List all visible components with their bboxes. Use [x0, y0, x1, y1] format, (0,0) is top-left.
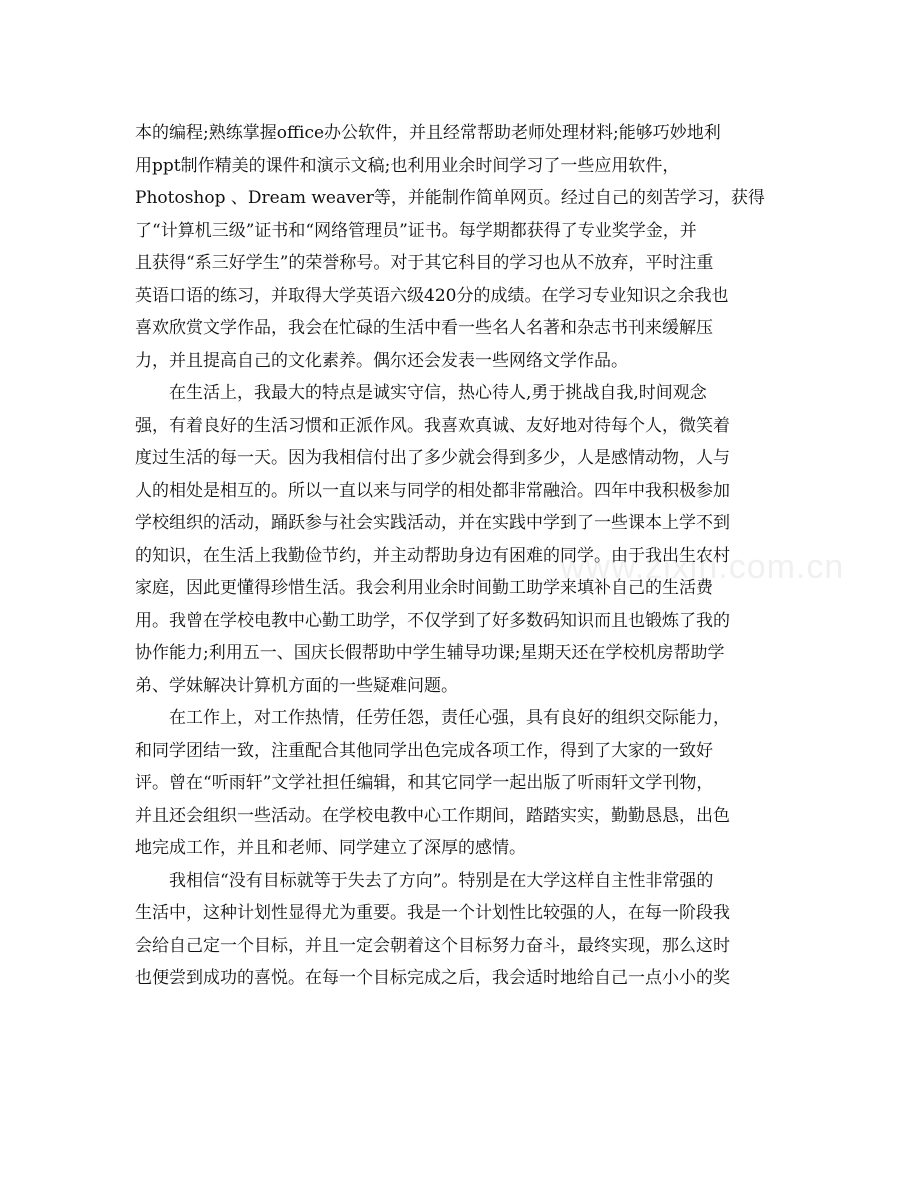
paragraph-study: 本的编程;熟练掌握office办公软件，并且经常帮助老师处理材料;能够巧妙地利 用ppt制作精美的课件和演示文稿;也利用业余时间学习了一些应用软件， Photoshop 、Dream weaver等，并能制作简单网页。经过自己的刻苦学习，获得 了“计算机三级”证书和“网络管理员”证书。每学期都获得了专业奖学金，并 且获得“系三好学生”的荣誉称号。对于其它科目的学习也从不放弃，平时注重 英语口语的练习，并取得大学英语六级420分的成绩。在学习专业知识之余我也 喜欢欣赏文学作品，我会在忙碌的生活中看一些名人名著和杂志书刊来缓解压 力，并且提高自己的文化素养。偶尔还会发表一些网络文学作品。 [135, 123, 765, 371]
paragraph-work: 在工作上，对工作热情，任劳任怨，责任心强，具有良好的组织交际能力， 和同学团结一致，注重配合其他同学出色完成各项工作，得到了大家的一致好 评。曾在“听雨轩”文学社担任编辑，和其它同学一起出版了听雨轩文学刊物， 并且还会组织一些活动。在学校电教中心工作期间，踏踏实实，勤勤恳恳，出色 地完成工作，并且和老师、同学建立了深厚的感情。 [135, 708, 730, 858]
paragraph-goals: 我相信“没有目标就等于失去了方向”。特别是在大学这样自主性非常强的 生活中，这种计划性显得尤为重要。我是一个计划性比较强的人，在每一阶段我 会给自己定一个目标，并且一定会朝着这个目标努力奋斗，最终实现，那么这时 也便尝到成功的喜悦。在每一个目标完成之后，我会适时地给自己一点小小的奖 [135, 870, 730, 988]
document-body [135, 117, 787, 995]
paragraph-life: 在生活上，我最大的特点是诚实守信，热心待人,勇于挑战自我,时间观念 强，有着良好的生活习惯和正派作风。我喜欢真诚、友好地对待每个人，微笑着 度过生活的每一天。因为我相信付出了多少就会得到多少，人是感情动物，人与 人的相处是相互的。所以一直以来与同学的相处都非常融洽。四年中我积极参加 学校组织的活动，踊跃参与社会实践活动，并在实践中学到了一些课本上学不到 的知识，在生活上我勤俭节约，并主动帮助身边有困难的同学。由于我出生农村 家庭，因此更懂得珍惜生活。我会利用业余时间勤工助学来填补自己的生活费 用。我曾在学校电教中心勤工助学，不仅学到了好多数码知识而且也锻炼了我的 协作能力;利用五一、国庆长假帮助中学生辅导功课;星期天还在学校机房帮助学 弟、学妹解决计算机方面的一些疑难问题。 [135, 383, 730, 696]
watermark: www.zixin.com.cn [560, 548, 845, 586]
